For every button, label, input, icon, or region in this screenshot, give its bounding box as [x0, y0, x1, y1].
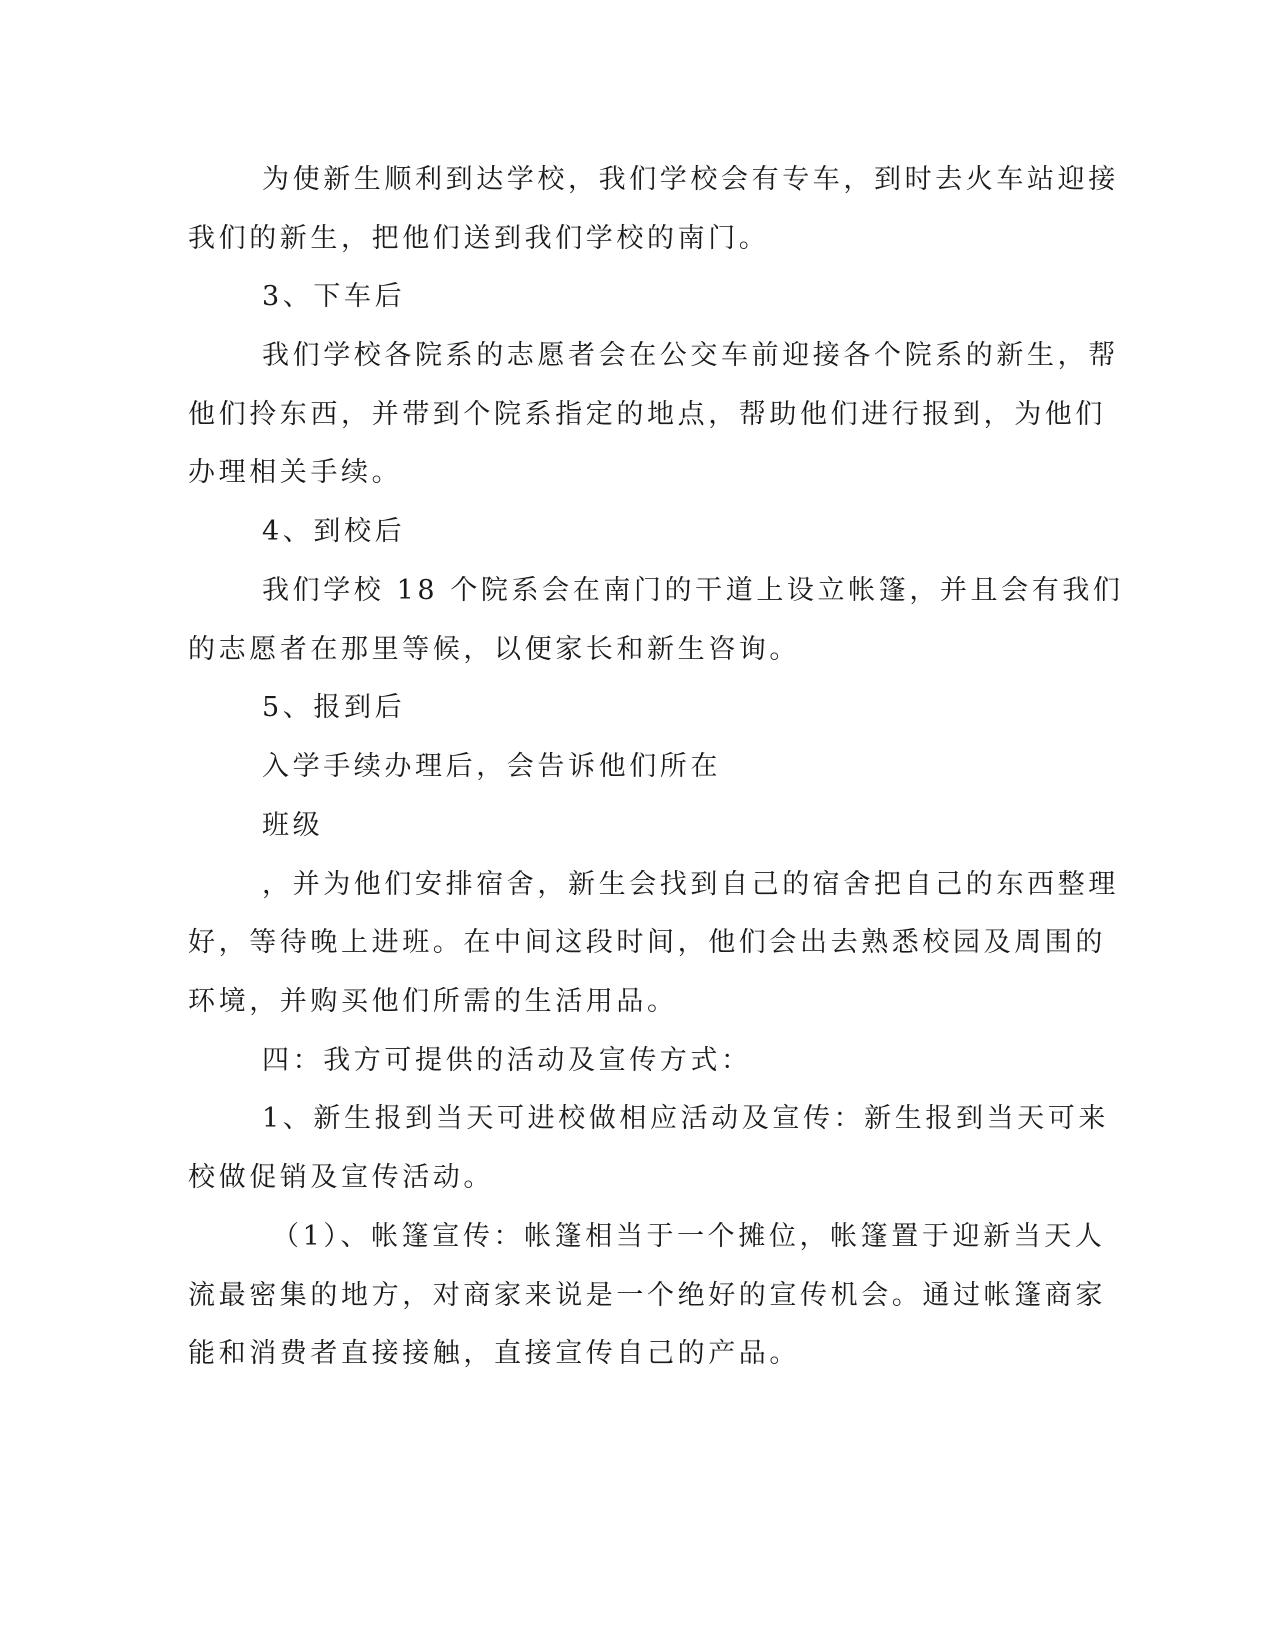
section-heading: 四：我方可提供的活动及宣传方式： [262, 1045, 752, 1076]
section-heading: 4、到校后 [262, 516, 406, 547]
paragraph-line: 班级 [262, 810, 324, 841]
paragraph-line: ，并为他们安排宿舍，新生会找到自己的宿舍把自己的东西整理 [262, 869, 1119, 900]
paragraph-line: 校做促销及宣传活动。 [188, 1162, 494, 1193]
paragraph-line: 的志愿者在那里等候，以便家长和新生咨询。 [188, 634, 800, 665]
paragraph-line: 办理相关手续。 [188, 457, 403, 488]
section-heading: 3、下车后 [262, 281, 406, 312]
paragraph-line: （1）、帐篷宣传：帐篷相当于一个摊位，帐篷置于迎新当天人 [272, 1221, 1106, 1252]
paragraph-line: 他们拎东西，并带到个院系指定的地点，帮助他们进行报到，为他们 [188, 399, 1106, 430]
paragraph-line: 环境，并购买他们所需的生活用品。 [188, 986, 678, 1017]
paragraph-line: 入学手续办理后，会告诉他们所在 [262, 751, 721, 782]
paragraph-line: 好，等待晚上进班。在中间这段时间，他们会出去熟悉校园及周围的 [188, 927, 1106, 958]
paragraph-line: 能和消费者直接接触，直接宣传自己的产品。 [188, 1338, 800, 1369]
paragraph-line: 为使新生顺利到达学校，我们学校会有专车，到时去火车站迎接 [262, 164, 1119, 195]
section-heading: 5、报到后 [262, 692, 406, 723]
paragraph-line: 我们学校各院系的志愿者会在公交车前迎接各个院系的新生，帮 [262, 340, 1119, 371]
paragraph-line: 我们的新生，把他们送到我们学校的南门。 [188, 223, 770, 254]
paragraph-line: 流最密集的地方，对商家来说是一个绝好的宣传机会。通过帐篷商家 [188, 1280, 1106, 1311]
paragraph-line: 我们学校 18 个院系会在南门的干道上设立帐篷，并且会有我们 [262, 575, 1124, 606]
paragraph-line: 1、新生报到当天可进校做相应活动及宣传：新生报到当天可来 [262, 1103, 1109, 1134]
